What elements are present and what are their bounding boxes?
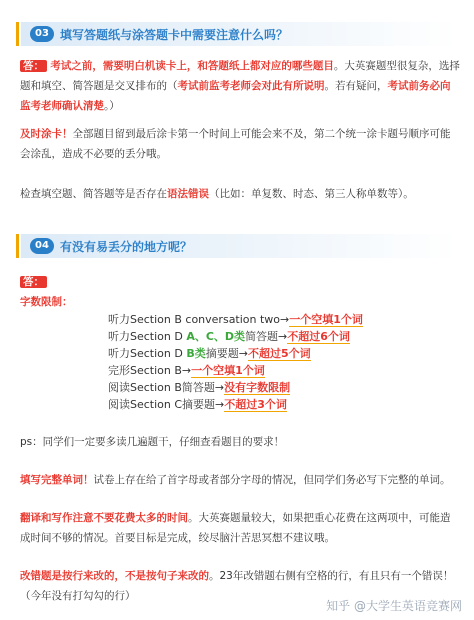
limit-row [108, 362, 408, 379]
section-number-badge: 04 [30, 238, 54, 254]
section-title: 填写答题纸与涂答题卡中需要注意什么吗？ [60, 28, 289, 42]
limit-prefix: 阅读Section B简答题→ [108, 381, 225, 394]
intro-highlight: 考试之前，需要明白机读卡上，和答题纸上都对应的哪些题目 [50, 60, 334, 72]
tip-text: 全部题目留到最后涂卡第一个时间上可能会来不及，第二个统一涂卡题号顺序可能会涂乱，造成不必要的丢分哦。 [20, 128, 451, 160]
watermark: 知乎 @大学生英语竞赛网 [326, 599, 462, 613]
check-text: 检查填空题、简答题等是否存在 [20, 188, 167, 200]
word-limit-label-row [20, 292, 460, 312]
time-highlight: 翻译和写作注意不要花费太多的时间 [20, 512, 188, 524]
limit-prefix: 听力Section D [108, 347, 187, 360]
limit-value: 不超过5个词 [247, 347, 311, 360]
limit-row [108, 311, 408, 328]
limit-prefix: 听力Section B conversation two→ [108, 313, 290, 326]
limit-type: B类 [186, 347, 206, 360]
section-03-intro [20, 56, 460, 116]
complete-highlight: 填写完整单词！ [20, 474, 94, 486]
limit-value: 没有字数限制 [224, 381, 291, 394]
check-highlight: 语法错误 [167, 188, 209, 200]
limit-prefix: 听力Section D [108, 330, 187, 343]
answer-tag: 答： [20, 276, 47, 288]
complete-text: 试卷上存在给了首字母或者部分字母的情况，但同学们务必写下完整的单词。 [93, 474, 451, 486]
correction-highlight: 改错题是按行来改的，不是按句子来改的 [20, 570, 209, 582]
section-03-tip [20, 124, 460, 164]
limit-value: 一个空填1个词 [191, 364, 265, 377]
intro-highlight-3: 考试前务必向监考老师确认清楚 [20, 80, 451, 112]
answer-tag: 答： [20, 60, 47, 72]
intro-end: 。） [104, 100, 120, 112]
section-03-check [20, 184, 460, 204]
limit-mid: 简答题→ [245, 330, 288, 343]
limit-prefix: 完形Section B→ [108, 364, 192, 377]
limit-type: A、C、D类 [186, 330, 246, 343]
section-title: 有没有易丢分的地方呢？ [60, 240, 193, 254]
limit-row [108, 345, 408, 362]
section-03-header [16, 22, 458, 46]
header-accent-bar [16, 22, 19, 46]
word-limit-label: 字数限制： [20, 296, 73, 308]
limit-prefix: 阅读Section C摘要题→ [108, 398, 225, 411]
limit-value: 不超过3个词 [224, 398, 287, 411]
limit-value: 不超过6个词 [287, 330, 350, 343]
limit-value: 一个空填1个词 [289, 313, 363, 326]
tip-highlight: 及时涂卡！ [20, 128, 73, 140]
check-end: （比如：单复数、时态、第三人称单数等）。 [209, 188, 414, 200]
section-04-answer [20, 272, 460, 292]
intro-text: 。大英赛题型很复杂，选择题和填空、简答题是交叉排布的（ [20, 60, 460, 92]
section-number-badge: 03 [30, 26, 54, 42]
time-tip [20, 508, 460, 548]
limit-row [108, 328, 408, 345]
section-04-header [16, 234, 458, 258]
complete-word-tip [20, 470, 460, 490]
limit-row [108, 379, 408, 396]
limit-mid: 摘要题→ [205, 347, 248, 360]
word-limit-list [108, 311, 408, 413]
correction-text: 。23年改错题右侧有空格的行，有且只有一个错误！（今年没有打勾勾的行） [20, 570, 454, 602]
ps-note: ps：同学们一定要多读几遍题干，仔细查看题目的要求！ [20, 436, 285, 448]
intro-highlight-2: 考试前监考老师会对此有所说明 [177, 80, 325, 92]
intro-mid: 。若有疑问， [324, 80, 388, 92]
header-accent-bar [16, 234, 19, 258]
limit-row [108, 396, 408, 413]
time-text: 。大英赛题量较大，如果把重心花费在这两项中，可能造成时间不够的情况。首要目标是完成，绞尽脑汁苦思冥想不建议哦。 [20, 512, 451, 544]
